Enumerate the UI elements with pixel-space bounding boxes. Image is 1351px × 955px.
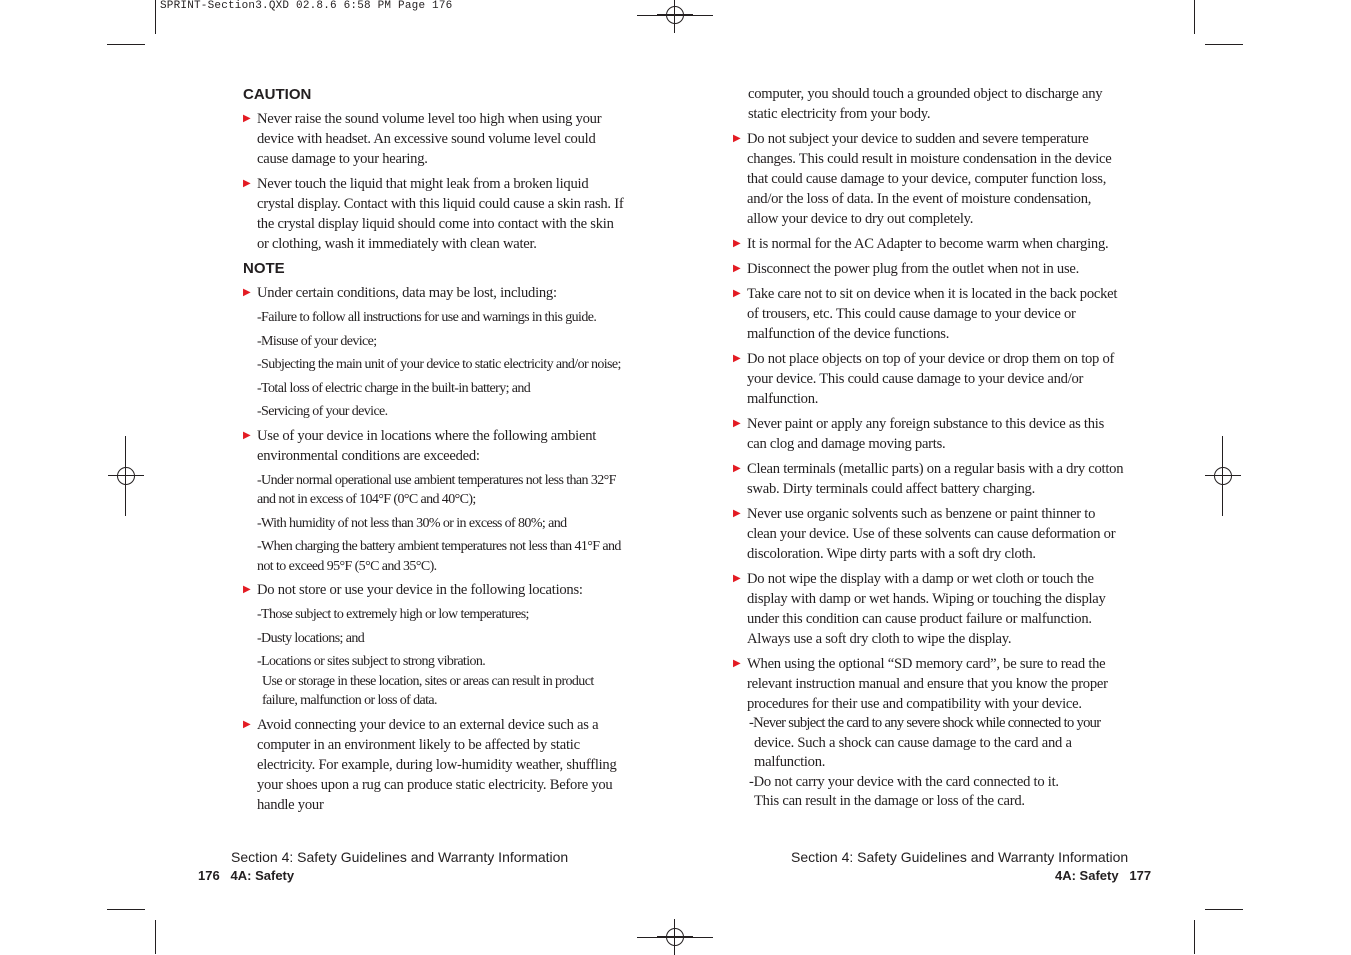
list-item: ▶ Never touch the liquid that might leak from a broken liquid crystal display. Contact with this liquid could cause a skin rash. If the crystal display liquid should come into contact with the skin or clothing, wash it immediately with clean water. xyxy=(243,176,624,252)
caution-heading: CAUTION xyxy=(243,86,312,103)
sub-item: -Subjecting the main unit of your device to static electricity and/or noise; xyxy=(257,357,621,372)
sub-item: -Locations or sites subject to strong vibration. xyxy=(257,654,486,669)
sub-item-continued: Use or storage in these location, sites or areas can result in product failure, malfunction or loss of data. xyxy=(262,673,594,708)
continued-paragraph: computer, you should touch a grounded object to discharge any static electricity from your body. xyxy=(748,86,1103,122)
printer-slug: SPRINT-Section3.QXD 02.8.6 6:58 PM Page 176 xyxy=(160,0,453,12)
list-item: ▶ When using the optional “SD memory card”, be sure to read the relevant instruction manual and ensure that you know the proper procedures for their use and compatibility with your device. xyxy=(733,656,1108,712)
list-item: ▶ Do not place objects on top of your device or drop them on top of your device. This could cause damage to your device and/or malfunction. xyxy=(733,351,1115,407)
bullet-arrow-icon: ▶ xyxy=(733,418,741,429)
sub-item: -Failure to follow all instructions for use and warnings in this guide. xyxy=(257,310,597,325)
bullet-arrow-icon: ▶ xyxy=(733,263,741,274)
bullet-arrow-icon: ▶ xyxy=(733,658,741,669)
bullet-arrow-icon: ▶ xyxy=(733,463,741,474)
bullet-arrow-icon: ▶ xyxy=(243,113,251,124)
list-item: ▶ Never use organic solvents such as benzene or paint thinner to clean your device. Use of these solvents can cause deformation or discoloration. Wipe dirty parts with a soft dry cloth. xyxy=(733,506,1116,562)
crop-mark xyxy=(125,436,126,516)
bullet-arrow-icon: ▶ xyxy=(243,584,251,595)
registration-mark-left xyxy=(108,458,144,494)
list-item: ▶ Do not wipe the display with a damp or wet cloth or touch the display with damp or wet hands. Wiping or touching the display under this condition can cause product failure or malfunction. Always use a soft dry cloth to wipe the display. xyxy=(733,571,1106,647)
sub-item: -Dusty locations; and xyxy=(257,630,365,646)
bullet-arrow-icon: ▶ xyxy=(243,718,251,730)
bullet-arrow-icon: ▶ xyxy=(733,353,741,364)
bullet-arrow-icon: ▶ xyxy=(733,238,741,249)
sub-item: -Total loss of electric charge in the built-in battery; and xyxy=(257,380,531,396)
list-item: ▶ Disconnect the power plug from the outlet when not in use. xyxy=(733,261,1080,277)
note-heading: NOTE xyxy=(243,260,285,277)
right-page-column xyxy=(733,84,1125,812)
list-item: ▶ Never paint or apply any foreign substance to this device as this can clog and damage moving parts. xyxy=(733,416,1105,452)
crop-mark xyxy=(637,15,713,16)
crop-mark xyxy=(1194,920,1195,954)
crop-mark xyxy=(155,920,156,954)
list-item: ▶ Do not subject your device to sudden and severe temperature changes. This could result in moisture condensation in the device that could cause damage to your device, computer function loss, and/or the loss of data. In the event of moisture condensation, allow your device to dry out completely. xyxy=(733,131,1112,227)
sub-item: -When charging the battery ambient temperatures not less than 41°F and not to exceed 95°F (5°C and 35°C). xyxy=(257,539,621,574)
sub-item: -With humidity of not less than 30% or in excess of 80%; and xyxy=(257,515,567,531)
list-item: ▶ Clean terminals (metallic parts) on a regular basis with a dry cotton swab. Dirty terminals could affect battery charging. xyxy=(733,461,1124,497)
bullet-arrow-icon: ▶ xyxy=(243,287,251,298)
list-item: ▶ Use of your device in locations where the following ambient environmental conditions are exceeded: xyxy=(243,427,597,464)
crop-mark xyxy=(107,909,145,910)
sub-item: -Under normal operational use ambient temperatures not less than 32°F and not in excess of 104°F (0°C and 40°C); xyxy=(257,472,616,507)
bullet-arrow-icon: ▶ xyxy=(733,573,741,584)
crop-mark xyxy=(1205,44,1243,45)
list-item: ▶ Never raise the sound volume level too high when using your device with headset. An excessive sound volume level could cause damage to your hearing. xyxy=(243,111,602,167)
bullet-arrow-icon: ▶ xyxy=(733,133,741,144)
sub-item: -Those subject to extremely high or low temperatures; xyxy=(257,607,529,622)
bullet-arrow-icon: ▶ xyxy=(733,508,741,519)
bullet-arrow-icon: ▶ xyxy=(243,178,251,189)
bullet-arrow-icon: ▶ xyxy=(243,429,251,441)
crop-mark xyxy=(1194,0,1195,34)
sub-item: -Misuse of your device; xyxy=(257,333,377,349)
list-item: ▶ Do not store or use your device in the following locations: xyxy=(243,582,583,598)
sub-item: -Do not carry your device with the card connected to it. This can result in the damage or loss of the card. xyxy=(749,773,1059,809)
crop-mark xyxy=(1222,436,1223,516)
footer-page-tab-left: 176 4A: Safety xyxy=(198,868,295,883)
bullet-arrow-icon: ▶ xyxy=(733,288,741,299)
crop-mark xyxy=(155,0,156,34)
footer-page-tab-right: 4A: Safety 177 xyxy=(1055,868,1152,883)
crop-mark xyxy=(107,44,145,45)
list-item: ▶ Take care not to sit on device when it is located in the back pocket of trousers, etc. This could cause damage to your device or malfunction of the device functions. xyxy=(733,286,1118,342)
list-item: ▶ Avoid connecting your device to an external device such as a computer in an environment likely to be affected by static electricity. For example, during low-humidity weather, shuffling your shoes upon a rug can produce static electricity. Before you handle your xyxy=(243,716,617,813)
list-item: ▶ It is normal for the AC Adapter to become warm when charging. xyxy=(733,236,1109,252)
registration-mark-right xyxy=(1205,458,1241,494)
footer-section-title-left: Section 4: Safety Guidelines and Warranty Information xyxy=(231,849,569,865)
crop-mark xyxy=(637,937,713,938)
registration-mark-top xyxy=(657,0,693,33)
list-item: ▶ Under certain conditions, data may be lost, including: xyxy=(243,285,557,301)
crop-mark xyxy=(1205,909,1243,910)
sub-item: -Never subject the card to any severe shock while connected to your device. Such a shock can cause damage to the card and a malfunction. xyxy=(749,715,1101,770)
sub-item: -Servicing of your device. xyxy=(257,404,388,419)
footer-section-title-right: Section 4: Safety Guidelines and Warranty Information xyxy=(791,849,1129,865)
left-page-column xyxy=(243,83,628,820)
